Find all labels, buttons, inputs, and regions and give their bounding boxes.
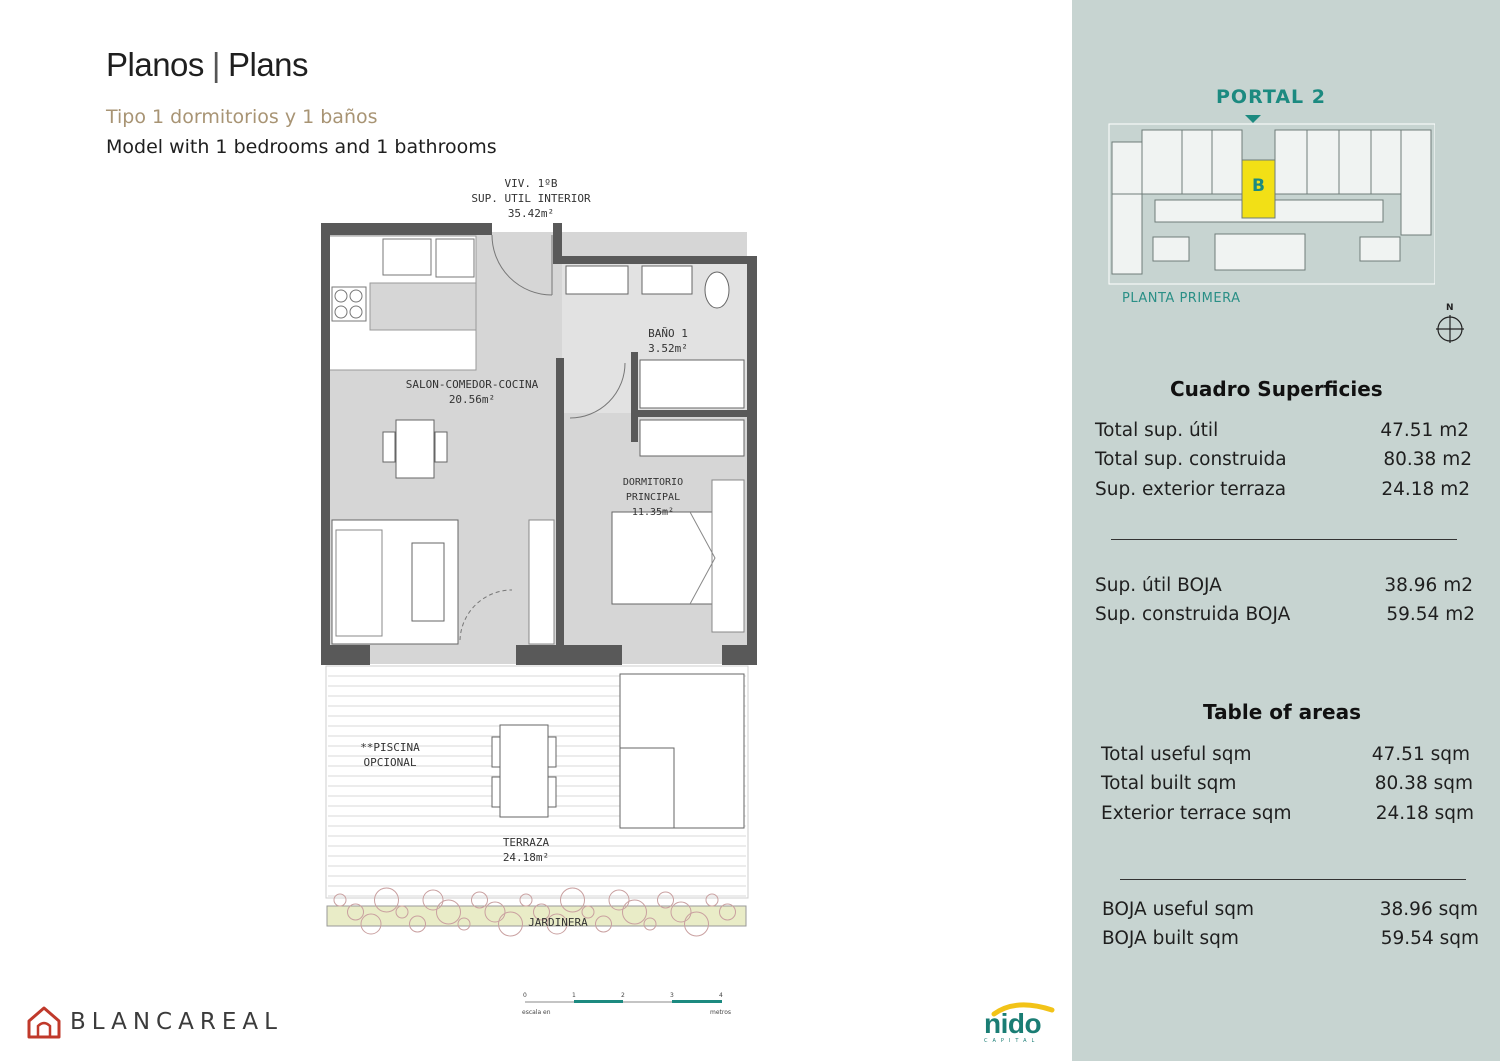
row-label: Exterior terrace sqm: [1101, 803, 1292, 824]
scale-tick-0: 0: [523, 992, 527, 999]
portal-title: PORTAL 2: [1216, 86, 1326, 108]
row-value: 38.96 sqm: [1379, 899, 1478, 920]
scale-tick-1: 1: [572, 992, 576, 999]
row-label: BOJA built sqm: [1102, 928, 1239, 949]
room-area: 11.35m²: [631, 507, 675, 518]
en-boja-row: [1102, 899, 1478, 920]
row-label: Sup. útil BOJA: [1095, 575, 1222, 596]
en-row: [1101, 744, 1470, 765]
unit-area: 35.42m²: [507, 207, 555, 220]
tv-unit: [529, 520, 554, 644]
row-value: 47.51 sqm: [1371, 744, 1470, 765]
toilet: [705, 272, 729, 308]
subtitle-en: Model with 1 bedrooms and 1 bathrooms: [106, 136, 497, 158]
row-value: 80.38 sqm: [1374, 773, 1473, 794]
room-label-living: [386, 377, 558, 407]
row-value: 38.96 m2: [1384, 575, 1473, 596]
en-row: [1101, 803, 1474, 824]
row-label: Sup. construida BOJA: [1095, 604, 1291, 625]
scale-caption-left: escala en: [522, 1009, 551, 1016]
room-label-terrace: [486, 835, 566, 865]
en-divider: [1120, 879, 1466, 880]
blancareal-logo: [26, 1004, 283, 1040]
title-en: Plans: [227, 46, 309, 83]
row-value: 59.54 sqm: [1380, 928, 1479, 949]
row-value: 80.38 m2: [1383, 449, 1472, 470]
fridge: [436, 239, 474, 277]
unit-label: [462, 176, 600, 221]
room-name: SALON-COMEDOR-COCINA: [405, 378, 539, 391]
washbasin-2: [642, 266, 692, 294]
row-label: Total useful sqm: [1101, 744, 1252, 765]
key-plan: [1105, 112, 1435, 292]
row-label: Sup. exterior terraza: [1095, 479, 1287, 500]
coffee-table: [412, 543, 444, 621]
row-value: 59.54 m2: [1386, 604, 1475, 625]
subtitle-es: Tipo 1 dormitorios y 1 baños: [106, 106, 378, 128]
unit-letter: B: [1252, 176, 1265, 196]
row-label: Total sup. construida: [1095, 449, 1287, 470]
floor-label: PLANTA PRIMERA: [1122, 291, 1241, 306]
washbasin-1: [566, 266, 628, 294]
title-separator: |: [211, 46, 220, 83]
es-table-heading: Cuadro Superficies: [1170, 377, 1383, 401]
en-table-heading: Table of areas: [1203, 700, 1361, 724]
unit-label-1: VIV. 1ºB: [504, 177, 558, 190]
room-label-bedroom: [596, 475, 710, 520]
scale-tick-4: 4: [719, 992, 723, 999]
room-label-bath: [632, 326, 704, 356]
terrace-coffee-table: [620, 748, 674, 828]
en-boja-row: [1102, 928, 1479, 949]
north-label: N: [1446, 303, 1454, 313]
bathtub: [640, 360, 744, 408]
bed: [612, 512, 715, 604]
garden-label: JARDINERA: [528, 916, 588, 929]
en-row: [1101, 773, 1473, 794]
row-value: 24.18 m2: [1381, 479, 1470, 500]
pool-label-2: OPCIONAL: [363, 756, 417, 769]
room-area: 24.18m²: [502, 851, 550, 864]
nido-logo: [978, 998, 1058, 1050]
row-label: Total sup. útil: [1095, 420, 1219, 441]
row-value: 47.51 m2: [1380, 420, 1469, 441]
bed-side: [712, 480, 744, 632]
es-row: [1095, 420, 1469, 441]
room-name: DORMITORIO PRINCIPAL: [622, 477, 684, 503]
es-row: [1095, 479, 1470, 500]
es-boja-row: [1095, 575, 1473, 596]
terrace-table: [500, 725, 548, 817]
pool-label-1: **PISCINA: [360, 741, 420, 754]
nido-text: nido: [984, 1008, 1042, 1039]
nido-subtext: CAPITAL: [984, 1038, 1040, 1044]
room-area: 20.56m²: [448, 393, 496, 406]
es-boja-row: [1095, 604, 1475, 625]
north-compass-icon: [1435, 314, 1465, 344]
house-icon: [26, 1004, 62, 1040]
row-label: Total built sqm: [1101, 773, 1237, 794]
sofa-seat: [336, 530, 382, 636]
es-row: [1095, 449, 1472, 470]
scale-caption-right: metros: [710, 1009, 732, 1016]
room-name: TERRAZA: [502, 836, 550, 849]
scale-tick-3: 3: [670, 992, 674, 999]
kitchen-sink: [383, 239, 431, 275]
row-label: BOJA useful sqm: [1102, 899, 1255, 920]
blancareal-text: BLANCAREAL: [70, 1009, 283, 1035]
wardrobe: [640, 420, 744, 456]
title-es: Planos: [106, 46, 204, 83]
pool-label: [352, 740, 428, 770]
es-divider: [1111, 539, 1457, 540]
room-area: 3.52m²: [648, 342, 688, 355]
row-value: 24.18 sqm: [1375, 803, 1474, 824]
room-name: BAÑO 1: [648, 327, 688, 340]
unit-label-2: SUP. UTIL INTERIOR: [471, 192, 591, 205]
scale-tick-2: 2: [621, 992, 625, 999]
